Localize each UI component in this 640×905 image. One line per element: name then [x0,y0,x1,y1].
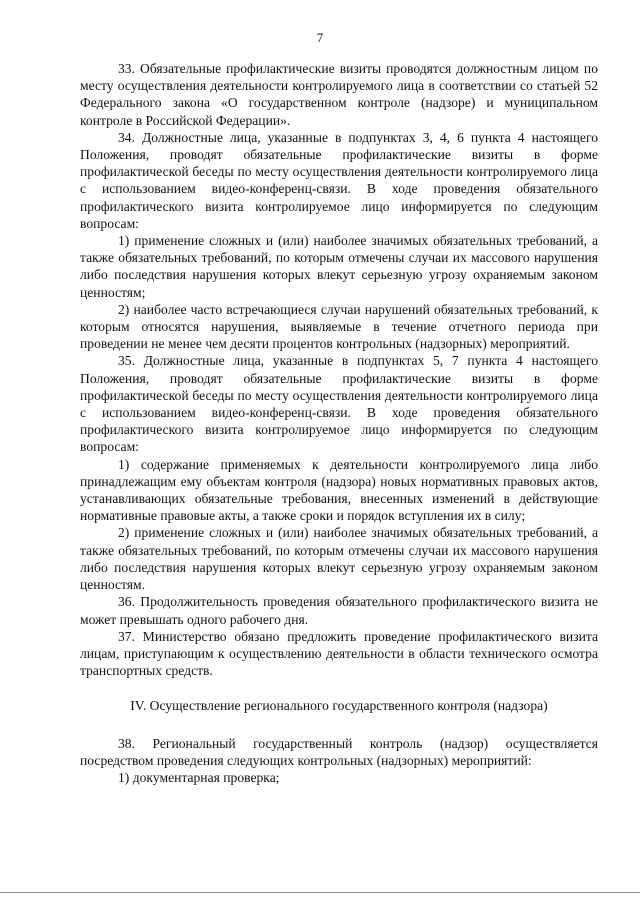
paragraph-33: 33. Обязательные профилактические визиты проводятся должностным лицом по месту осуществления деятельности контролируемого лица в соответствии со статьей 52 Федерального закона «О государственном контроле (надзоре) и муниципальном контроле в Российской Федерации». [80,61,598,128]
paragraph-34: 34. Должностные лица, указанные в подпунктах 3, 4, 6 пункта 4 настоящего Положения, проводят обязательные профилактические визиты в форме профилактической беседы по месту осуществления деятельности контролируемого лица с использованием видео-конференц-связи. В ходе проведения обязательного профилактического визита контролируемое лицо информируется по следующим вопросам: [80,129,598,231]
footer-divider [0,892,640,893]
paragraph-37: 37. Министерство обязано предложить проведение профилактического визита лицам, приступающим к осуществлению деятельности в области технического осмотра транспортных средств. [80,628,598,679]
paragraph-35: 35. Должностные лица, указанные в подпунктах 5, 7 пункта 4 настоящего Положения, проводят обязательные профилактические визиты в форме профилактической беседы по месту осуществления деятельности контролируемого лица с использованием видео-конференц-связи. В ходе проведения обязательного профилактического визита контролируемое лицо информируется по следующим вопросам: [80,353,598,455]
paragraph-35-item-2: 2) применение сложных и (или) наиболее значимых обязательных требований, а также обязательных требований, по которым отмечены случаи их массового нарушения либо последствия нарушения которых влекут серьезную угрозу охраняемым законом ценностям. [80,525,598,593]
document-body [80,60,598,786]
section-heading: IV. Осуществление регионального государственного контроля (надзора) [130,698,548,714]
paragraph-34-item-2: 2) наиболее часто встречающиеся случаи нарушений обязательных требований, к которым относятся нарушения, выявляемые в течение отчетного периода при проведении не менее чем десяти процентов контрольных (надзорных) мероприятий. [80,301,598,352]
paragraph-36: 36. Продолжительность проведения обязательного профилактического визита не может превышать одного рабочего дня. [80,594,598,627]
page-number: 7 [316,30,324,45]
paragraph-38: 38. Региональный государственный контроль (надзор) осуществляется посредством проведения следующих контрольных (надзорных) мероприятий: [80,735,598,768]
paragraph-35-item-1: 1) содержание применяемых к деятельности контролируемого лица либо принадлежащим ему объектам контроля (надзора) новых нормативных правовых актов, устанавливающих обязательные требования, внесенных изменений в действующие нормативные правовые акты, а также сроки и порядок вступления их в силу; [80,456,598,524]
paragraph-34-item-1: 1) применение сложных и (или) наиболее значимых обязательных требований, а также обязательных требований, по которым отмечены случаи их массового нарушения либо последствия нарушения которых влекут серьезную угрозу охраняемым законом ценностям; [80,233,598,300]
paragraph-38-item-1: 1) документарная проверка; [118,769,280,785]
